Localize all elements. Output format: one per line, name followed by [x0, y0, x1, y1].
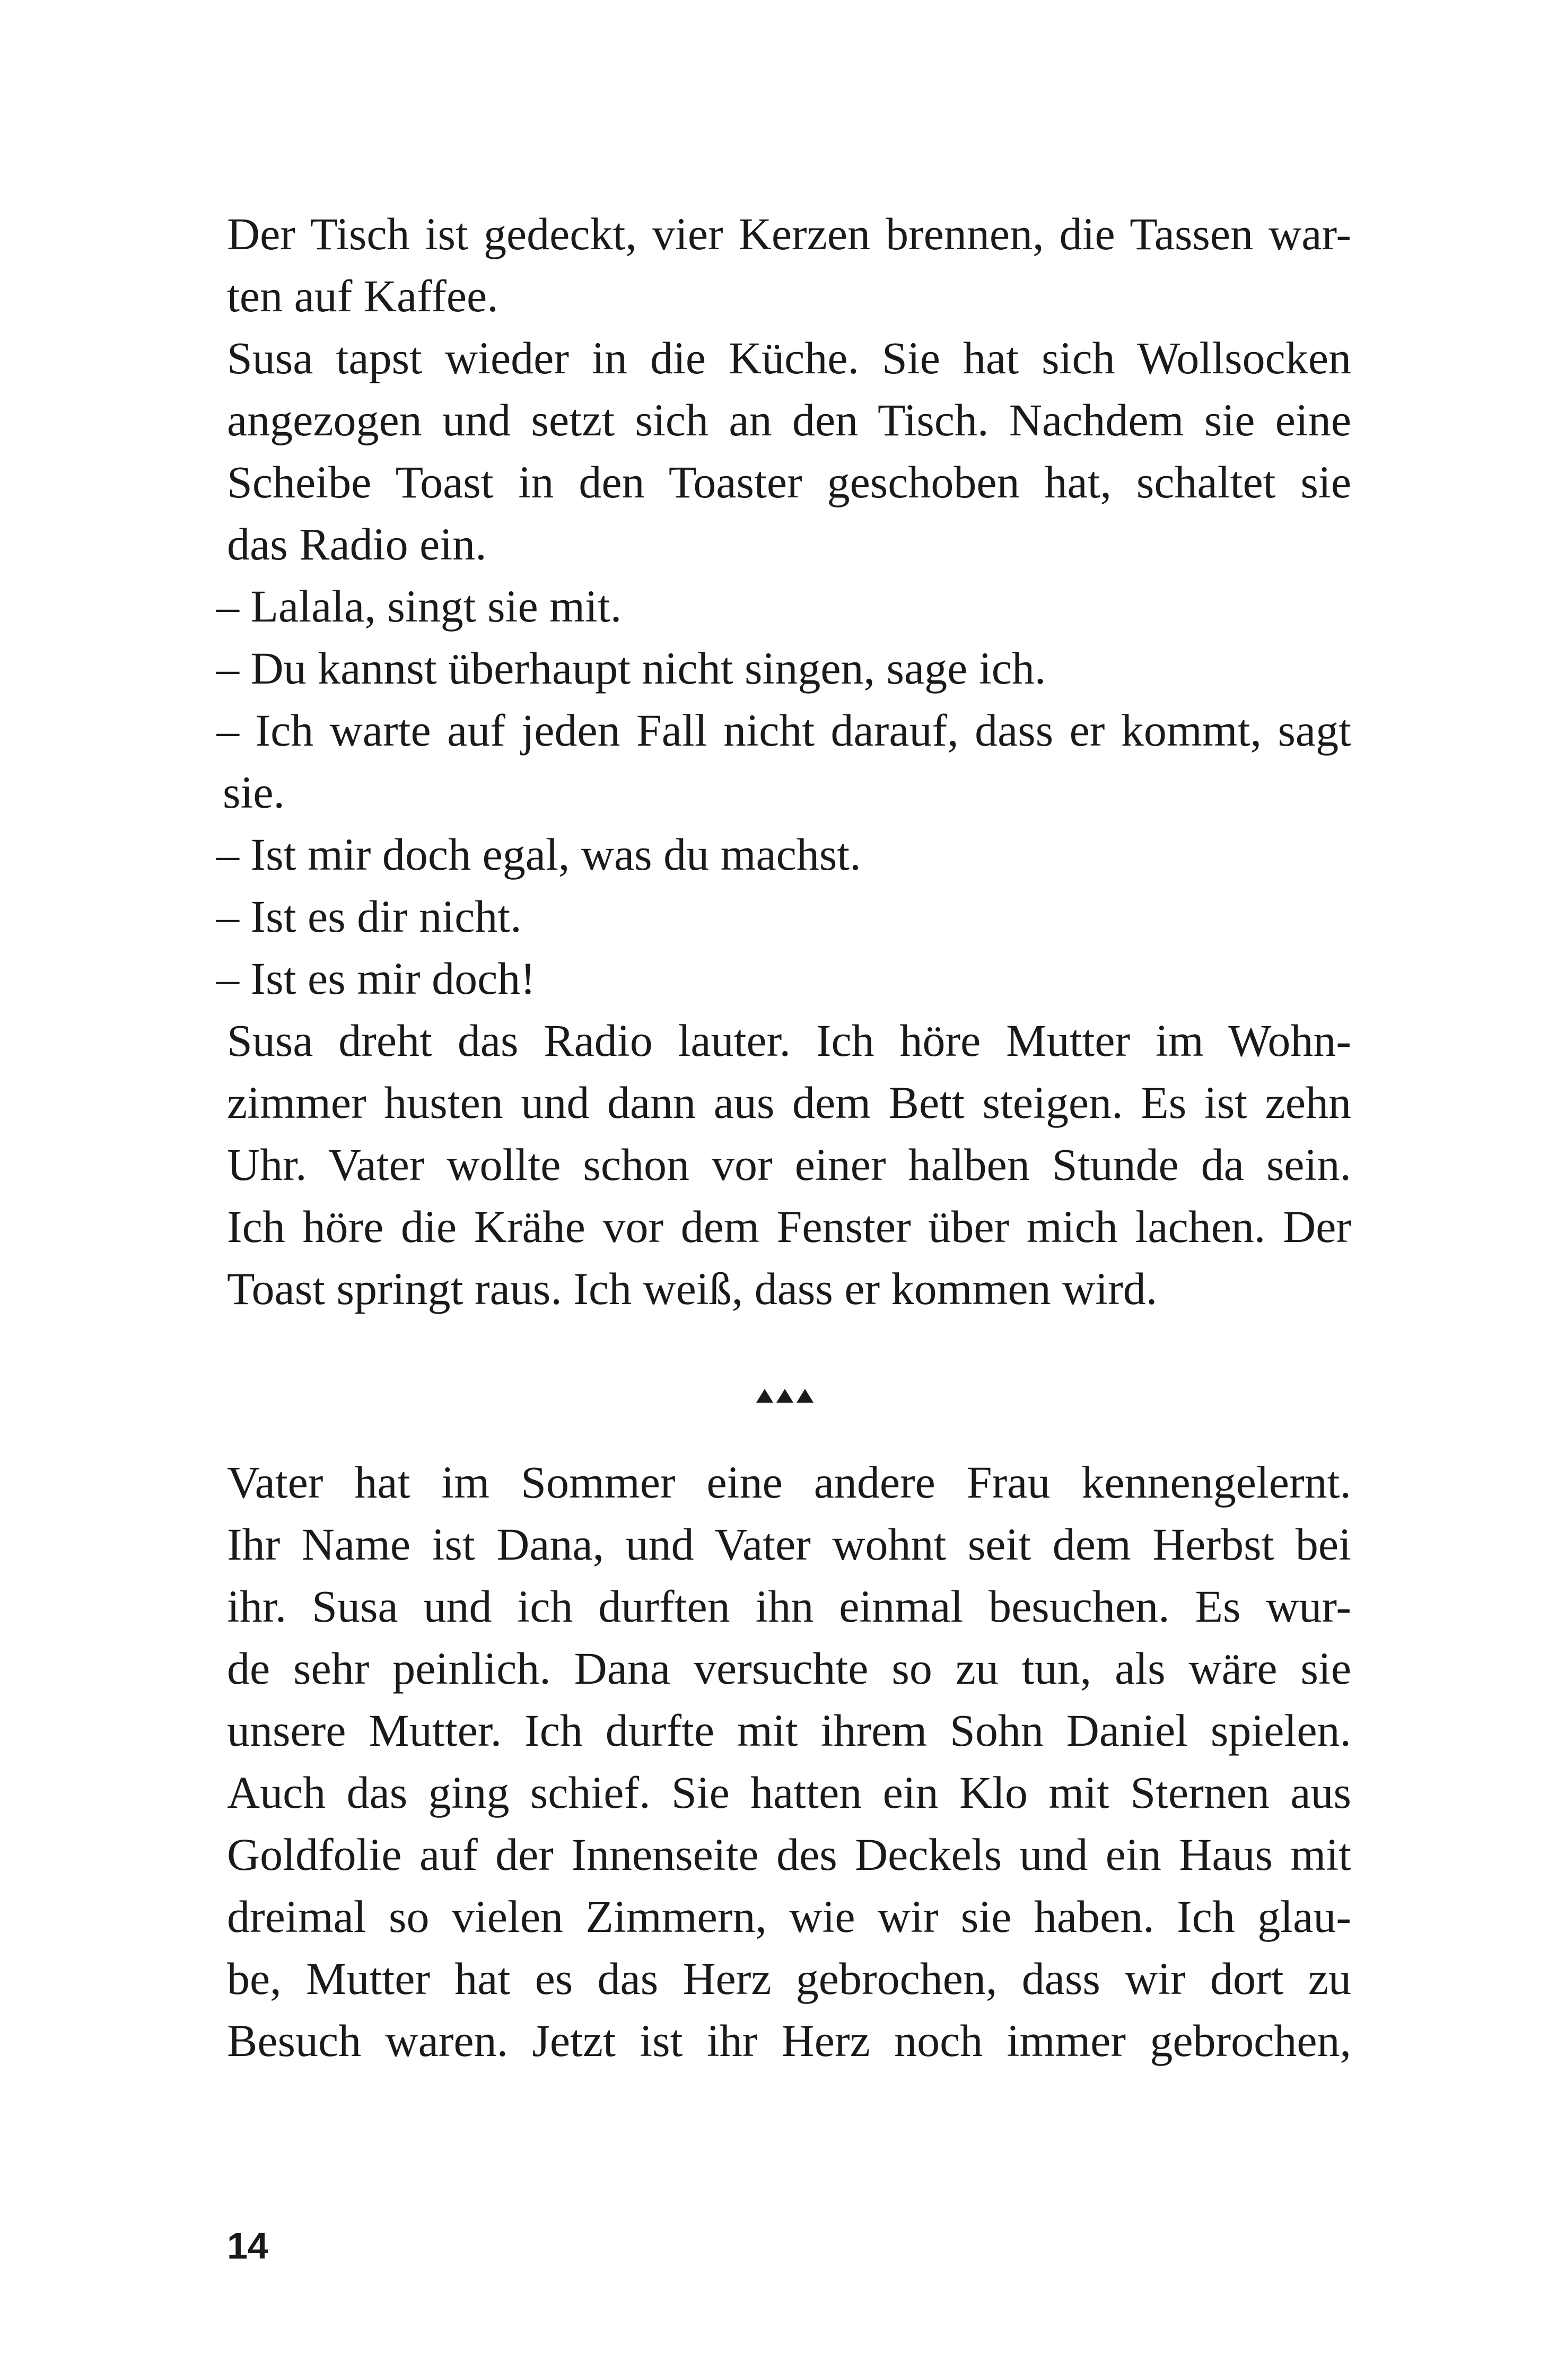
text-line: Auch das ging schief. Sie hatten ein Klo mit Sternen aus	[227, 1767, 1351, 1818]
triangle-icon	[756, 1389, 773, 1403]
text-line: sie.	[223, 767, 285, 818]
dialogue-line: – Ist es dir nicht.	[216, 891, 522, 942]
text-line: Der Tisch ist gedeckt, vier Kerzen brennen, die Tassen war-	[227, 208, 1351, 259]
paragraph-2	[227, 1451, 1351, 2072]
text-line: Ihr Name ist Dana, und Vater wohnt seit dem Herbst bei	[227, 1519, 1351, 1570]
text-line: Susa tapst wieder in die Küche. Sie hat sich Wollsocken	[227, 332, 1351, 383]
dialogue-line: – Ich warte auf jeden Fall nicht darauf, dass er kommt, sagt	[216, 705, 1351, 756]
text-line: de sehr peinlich. Dana versuchte so zu tun, als wäre sie	[227, 1643, 1351, 1694]
text-line: Susa dreht das Radio lauter. Ich höre Mutter im Wohn-	[227, 1015, 1351, 1066]
triangle-icon	[797, 1389, 813, 1403]
text-line: Besuch waren. Jetzt ist ihr Herz noch immer gebrochen,	[227, 2015, 1351, 2066]
section-separator-icon	[756, 1387, 814, 1403]
text-line: be, Mutter hat es das Herz gebrochen, dass wir dort zu	[227, 1953, 1351, 2004]
dialogue-line: – Lalala, singt sie mit.	[216, 581, 622, 632]
text-line: Vater hat im Sommer eine andere Frau kennengelernt.	[227, 1457, 1351, 1508]
text-line: Uhr. Vater wollte schon vor einer halben Stunde da sein.	[227, 1139, 1351, 1190]
text-line: unsere Mutter. Ich durfte mit ihrem Sohn Daniel spielen.	[227, 1705, 1351, 1756]
text-line: das Radio ein.	[227, 519, 487, 570]
text-line: ten auf Kaffee.	[227, 270, 498, 321]
text-line: Goldfolie auf der Innenseite des Deckels und ein Haus mit	[227, 1829, 1351, 1880]
text-line: Toast springt raus. Ich weiß, dass er kommen wird.	[227, 1263, 1158, 1314]
dialogue-line: – Ist mir doch egal, was du machst.	[216, 829, 861, 880]
paragraph-1	[216, 203, 1351, 1320]
text-line: Ich höre die Krähe vor dem Fenster über mich lachen. Der	[227, 1201, 1351, 1252]
text-line: zimmer husten und dann aus dem Bett steigen. Es ist zehn	[227, 1077, 1351, 1128]
text-line: angezogen und setzt sich an den Tisch. Nachdem sie eine	[227, 395, 1351, 445]
text-line: ihr. Susa und ich durften ihn einmal besuchen. Es wur-	[227, 1581, 1351, 1632]
text-line: Scheibe Toast in den Toaster geschoben hat, schaltet sie	[227, 457, 1351, 508]
page-number: 14	[227, 2225, 268, 2267]
triangle-icon	[776, 1389, 793, 1403]
dialogue-line: – Ist es mir doch!	[216, 953, 536, 1004]
text-line: dreimal so vielen Zimmern, wie wir sie haben. Ich glau-	[227, 1891, 1351, 1942]
dialogue-line: – Du kannst überhaupt nicht singen, sage ich.	[216, 643, 1046, 694]
